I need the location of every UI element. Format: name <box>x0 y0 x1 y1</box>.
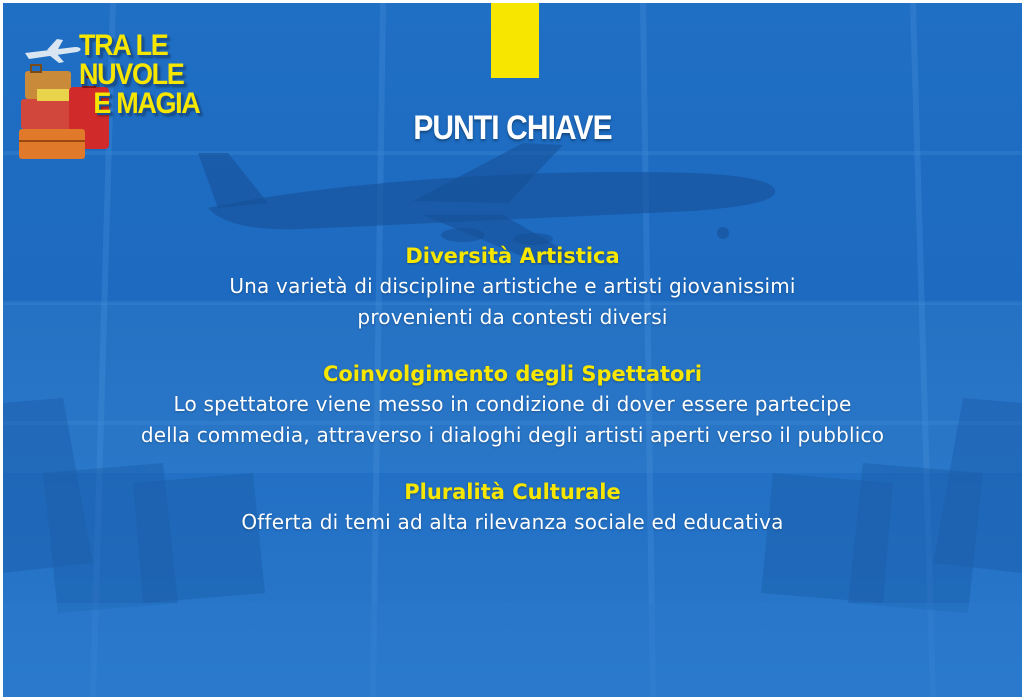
small-plane-icon <box>25 39 81 63</box>
key-points <box>3 241 1022 564</box>
description-line: della commedia, attraverso i dialoghi degli artisti aperti verso il pubblico <box>140 423 885 447</box>
logo-text <box>79 31 199 118</box>
accent-bar <box>491 3 539 78</box>
key-point <box>3 477 1022 538</box>
key-point-description <box>3 271 1022 333</box>
key-point-title: Coinvolgimento degli Spettatori <box>322 362 703 386</box>
description-line: Offerta di temi ad alta rilevanza sociale ed educativa <box>241 510 784 534</box>
logo-line: TRA LE <box>79 29 168 62</box>
key-point <box>3 241 1022 333</box>
slide <box>3 3 1022 697</box>
key-point-description <box>3 507 1022 538</box>
description-line: Una varietà di discipline artistiche e artisti giovanissimi <box>229 274 796 298</box>
key-point-title: Pluralità Culturale <box>404 480 621 504</box>
key-point-description <box>3 389 1022 451</box>
description-line: Lo spettatore viene messo in condizione di dover essere partecipe <box>173 392 852 416</box>
key-point-title: Diversità Artistica <box>405 244 620 268</box>
description-line: provenienti da contesti diversi <box>357 305 668 329</box>
logo-line: NUVOLE <box>79 58 184 91</box>
key-point <box>3 359 1022 451</box>
logo-line: E MAGIA <box>93 87 200 120</box>
slide-title: PUNTI CHIAVE <box>413 109 612 147</box>
